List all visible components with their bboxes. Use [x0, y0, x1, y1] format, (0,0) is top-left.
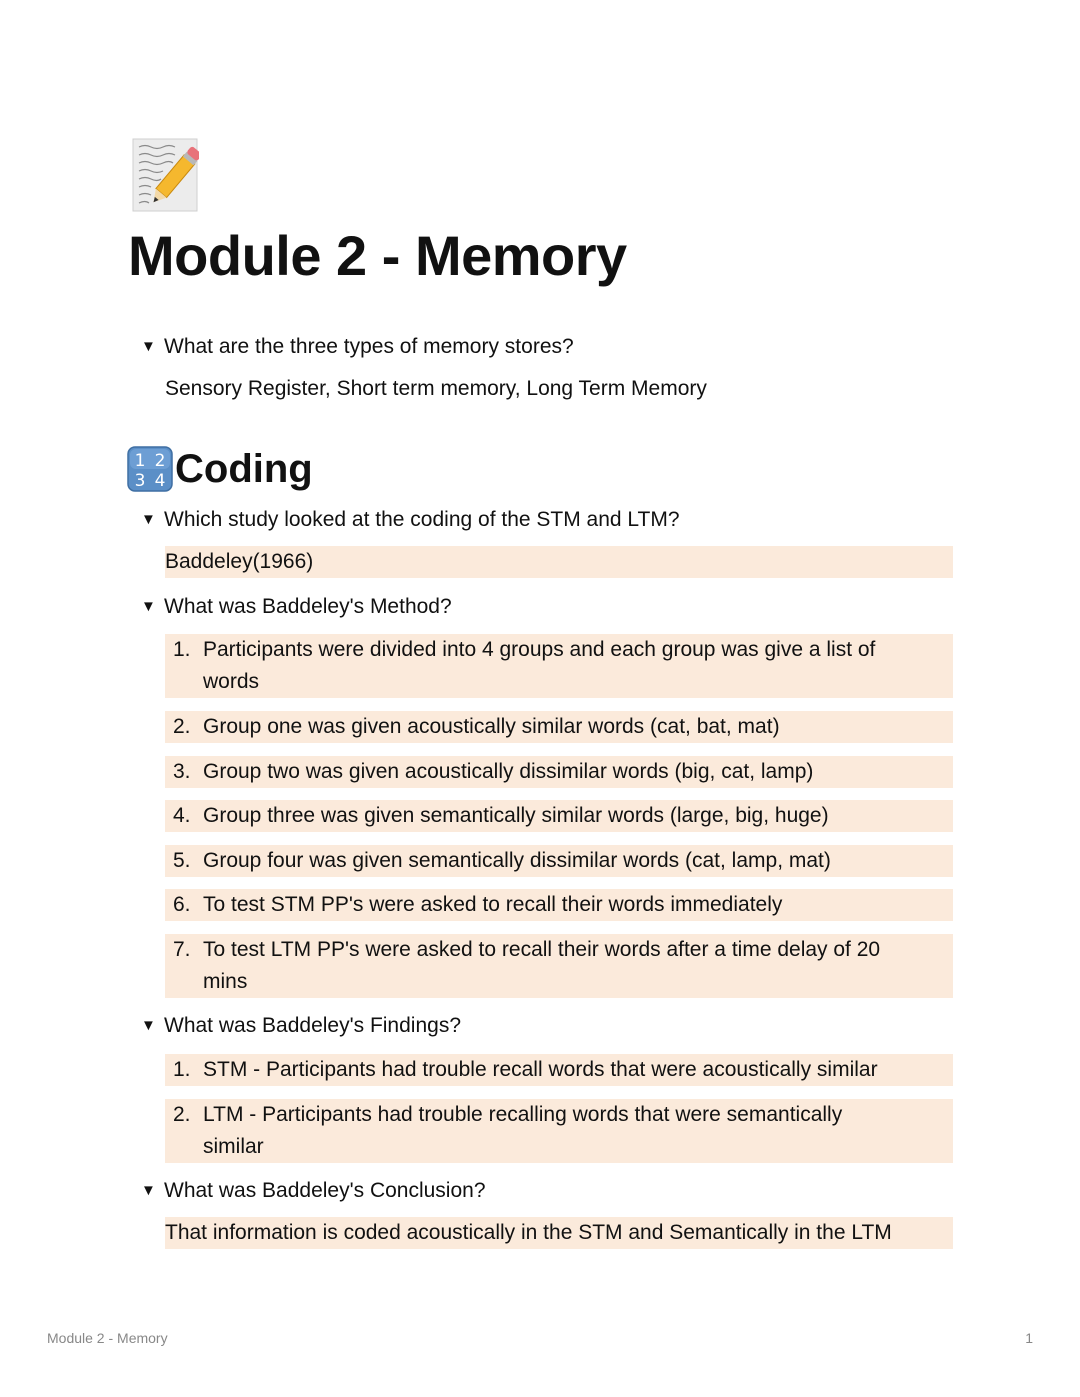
list-item	[165, 1054, 953, 1086]
list-text-continued: similar	[203, 1135, 264, 1158]
icon-digit: 4	[154, 471, 166, 491]
list-text: Group two was given acoustically dissimilar words (big, cat, lamp)	[203, 760, 814, 783]
icon-digit: 3	[134, 471, 146, 491]
toggle-conclusion[interactable]	[141, 1176, 486, 1206]
list-item	[165, 889, 953, 921]
input-numbers-icon	[127, 446, 173, 492]
list-number: 2.	[173, 715, 191, 738]
list-number: 7.	[173, 938, 191, 961]
list-number: 1.	[173, 1058, 191, 1081]
section-heading-coding	[127, 443, 313, 495]
footer-doc-title: Module 2 - Memory	[47, 1330, 168, 1346]
icon-digit: 1	[134, 451, 146, 471]
toggle-method[interactable]	[141, 592, 452, 622]
list-number: 6.	[173, 893, 191, 916]
list-text-continued: mins	[203, 970, 248, 993]
list-text: Group four was given semantically dissimilar words (cat, lamp, mat)	[203, 849, 831, 872]
list-text-continued: words	[203, 670, 260, 693]
list-item	[165, 756, 953, 788]
list-number: 1.	[173, 638, 191, 661]
list-item	[165, 1099, 953, 1163]
list-text: STM - Participants had trouble recall words that were acoustically similar	[203, 1058, 878, 1081]
list-text: To test LTM PP's were asked to recall their words after a time delay of 20	[203, 938, 881, 961]
footer-page-number: 1	[1025, 1330, 1033, 1346]
toggle-expanded-icon: ▼	[141, 511, 156, 528]
memo-pencil-icon	[131, 137, 199, 213]
list-number: 2.	[173, 1103, 191, 1126]
toggle-answer: Sensory Register, Short term memory, Long Term Memory	[165, 377, 707, 400]
list-item	[165, 934, 953, 998]
list-text: Group three was given semantically similar words (large, big, huge)	[203, 804, 829, 827]
toggle-memory-stores[interactable]	[141, 332, 574, 362]
highlighted-answer: That information is coded acoustically in the STM and Semantically in the LTM	[165, 1217, 953, 1249]
icon-digit: 2	[154, 451, 166, 471]
list-item	[165, 634, 953, 698]
section-heading-text: Coding	[175, 447, 313, 491]
toggle-question: What was Baddeley's Method?	[164, 595, 452, 618]
list-item	[165, 845, 953, 877]
highlighted-answer: Baddeley(1966)	[165, 546, 953, 578]
toggle-study[interactable]	[141, 505, 680, 535]
list-text: LTM - Participants had trouble recalling words that were semantically	[203, 1103, 843, 1126]
toggle-question: Which study looked at the coding of the STM and LTM?	[164, 508, 680, 531]
list-text: Group one was given acoustically similar words (cat, bat, mat)	[203, 715, 780, 738]
toggle-question: What was Baddeley's Conclusion?	[164, 1179, 486, 1202]
list-number: 3.	[173, 760, 191, 783]
list-text: To test STM PP's were asked to recall their words immediately	[203, 893, 783, 916]
toggle-question: What are the three types of memory stores?	[164, 335, 574, 358]
toggle-expanded-icon: ▼	[141, 1182, 156, 1199]
list-item	[165, 711, 953, 743]
toggle-expanded-icon: ▼	[141, 338, 156, 355]
toggle-expanded-icon: ▼	[141, 1017, 156, 1034]
list-text: Participants were divided into 4 groups and each group was give a list of	[203, 638, 876, 661]
list-item	[165, 800, 953, 832]
page-title: Module 2 - Memory	[128, 224, 627, 287]
list-number: 5.	[173, 849, 191, 872]
list-number: 4.	[173, 804, 191, 827]
toggle-expanded-icon: ▼	[141, 598, 156, 615]
toggle-findings[interactable]	[141, 1011, 461, 1041]
toggle-question: What was Baddeley's Findings?	[164, 1014, 461, 1037]
